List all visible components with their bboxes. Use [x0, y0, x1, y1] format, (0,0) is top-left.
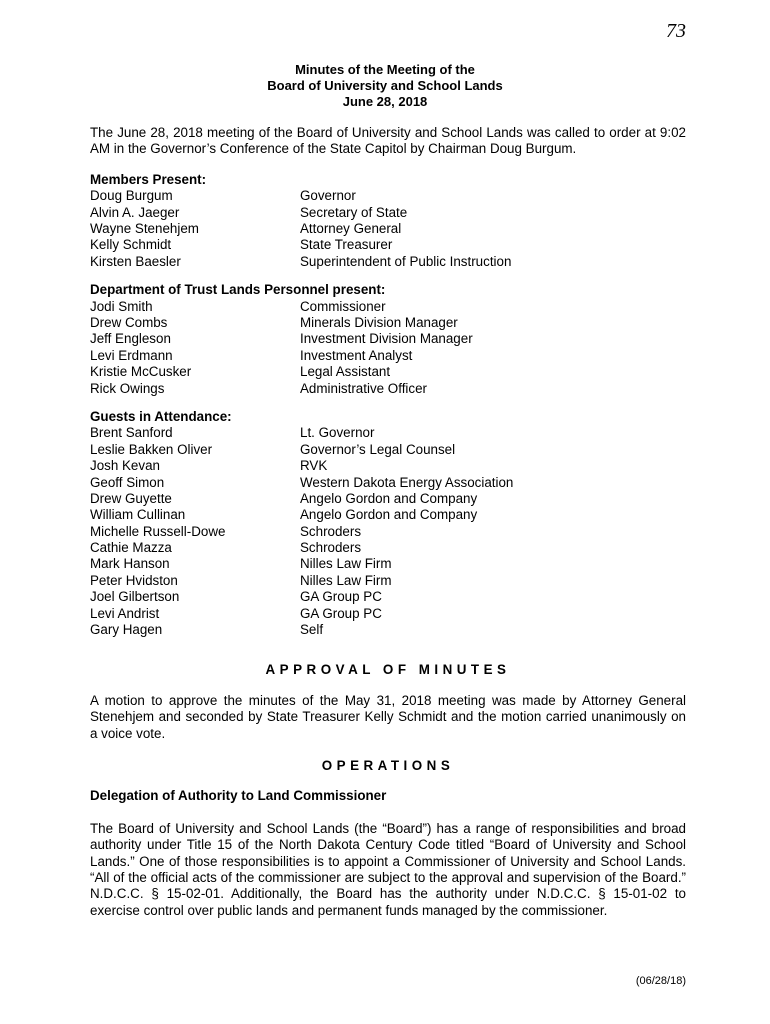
guest-affiliation: Self [300, 622, 324, 638]
roster-row [90, 507, 686, 523]
document-body [90, 125, 686, 935]
personnel-name: Drew Combs [90, 314, 168, 330]
roster-row [90, 606, 686, 622]
guest-affiliation: GA Group PC [300, 605, 382, 621]
approval-of-minutes-heading: APPROVAL OF MINUTES [265, 662, 511, 678]
roster-row [90, 622, 686, 638]
roster-row [90, 221, 686, 237]
guest-affiliation: Schroders [300, 540, 362, 556]
personnel-role: Investment Division Manager [300, 331, 473, 347]
personnel-name: Jodi Smith [90, 298, 153, 314]
guest-name: Geoff Simon [90, 474, 165, 490]
roster-row [90, 331, 686, 347]
roster-row [90, 475, 686, 491]
roster-row [90, 205, 686, 221]
member-name: Alvin A. Jaeger [90, 204, 180, 220]
operations-paragraph: The Board of University and School Lands (the “Board”) has a range of responsibilities and broad authority under Title 15 of the North Dakota Century Code titled “Board of University and School Lands.” One of those responsibilities is to appoint a Commissioner of University and School Lands. “All of the official acts of the commissioner are subject to the approval and supervision of the Board.” N.D.C.C. § 15-02-01. Additionally, the Board has the authority under N.D.C.C. § 15-01-02 to exercise control over public lands and permanent funds managed by the commissioner. [90, 820, 686, 918]
roster-row [90, 315, 686, 331]
roster-row [90, 364, 686, 380]
personnel-role: Legal Assistant [300, 364, 391, 380]
member-role: State Treasurer [300, 237, 393, 253]
guests-section [90, 409, 686, 638]
member-name: Wayne Stenehjem [90, 221, 199, 236]
roster-row [90, 573, 686, 589]
roster-row [90, 425, 686, 441]
personnel-name: Jeff Engleson [90, 331, 171, 347]
operations-heading: OPERATIONS [321, 758, 455, 774]
member-name: Doug Burgum [90, 188, 173, 204]
roster-row [90, 188, 686, 204]
title-line-2: Board of University and School Lands [267, 78, 503, 93]
guest-affiliation: RVK [300, 458, 328, 474]
guest-name: Peter Hvidston [90, 572, 178, 588]
intro-paragraph: The June 28, 2018 meeting of the Board of University and School Lands was called to order at 9:02 AM in the Governor’s Conference of the State Capitol by Chairman Doug Burgum. [90, 125, 686, 157]
guest-affiliation: Lt. Governor [300, 425, 375, 441]
guest-name: Joel Gilbertson [90, 589, 180, 605]
personnel-role: Investment Analyst [300, 347, 413, 363]
guest-name: Mark Hanson [90, 556, 170, 572]
roster-row [90, 237, 686, 253]
guest-name: Michelle Russell-Dowe [90, 523, 226, 539]
roster-row [90, 442, 686, 458]
guest-name: Drew Guyette [90, 490, 172, 506]
personnel-role: Administrative Officer [300, 380, 428, 396]
guest-name: Josh Kevan [90, 458, 160, 474]
guest-affiliation: Angelo Gordon and Company [300, 507, 478, 523]
roster-row [90, 458, 686, 474]
title-line-1: Minutes of the Meeting of the [295, 62, 475, 77]
guest-name: Cathie Mazza [90, 540, 172, 556]
guest-name: Brent Sanford [90, 425, 173, 441]
title-line-3: June 28, 2018 [342, 94, 428, 109]
approval-paragraph: A motion to approve the minutes of the May 31, 2018 meeting was made by Attorney General Stenehjem and seconded by State Treasurer Kelly Schmidt and the motion carried unanimously on a voice vote. [90, 692, 686, 741]
guest-name: Levi Andrist [90, 605, 160, 621]
personnel-name: Kristie McCusker [90, 364, 192, 380]
personnel-name: Levi Erdmann [90, 347, 173, 363]
personnel-name: Rick Owings [90, 380, 165, 396]
roster-row [90, 348, 686, 364]
document-title [0, 62, 770, 110]
roster-row [90, 540, 686, 556]
members-heading: Members Present: [90, 171, 207, 187]
page-number: 73 [666, 20, 686, 42]
guest-affiliation: Nilles Law Firm [300, 556, 392, 572]
roster-row [90, 491, 686, 507]
guest-affiliation: Western Dakota Energy Association [300, 474, 514, 490]
guest-name: William Cullinan [90, 507, 186, 523]
guest-affiliation: Angelo Gordon and Company [300, 490, 478, 506]
roster-row [90, 254, 686, 270]
members-present-section [90, 172, 686, 270]
personnel-role: Minerals Division Manager [300, 314, 458, 330]
delegation-subheading: Delegation of Authority to Land Commissioner [90, 788, 387, 804]
member-role: Secretary of State [300, 204, 408, 220]
member-role: Attorney General [300, 221, 402, 236]
member-name: Kelly Schmidt [90, 237, 172, 253]
personnel-section [90, 282, 686, 397]
personnel-role: Commissioner [300, 298, 386, 314]
guest-affiliation: GA Group PC [300, 589, 382, 605]
guest-affiliation: Governor’s Legal Counsel [300, 441, 456, 457]
roster-row [90, 524, 686, 540]
roster-row [90, 381, 686, 397]
guest-name: Leslie Bakken Oliver [90, 441, 213, 457]
roster-row [90, 299, 686, 315]
guests-heading: Guests in Attendance: [90, 408, 232, 424]
member-role: Superintendent of Public Instruction [300, 253, 512, 269]
member-name: Kirsten Baesler [90, 253, 181, 269]
guest-affiliation: Schroders [300, 523, 362, 539]
roster-row [90, 556, 686, 572]
personnel-heading: Department of Trust Lands Personnel present: [90, 282, 386, 298]
guest-name: Gary Hagen [90, 622, 163, 638]
guest-affiliation: Nilles Law Firm [300, 572, 392, 588]
page-footer-date: (06/28/18) [635, 975, 686, 987]
member-role: Governor [300, 188, 356, 204]
roster-row [90, 589, 686, 605]
